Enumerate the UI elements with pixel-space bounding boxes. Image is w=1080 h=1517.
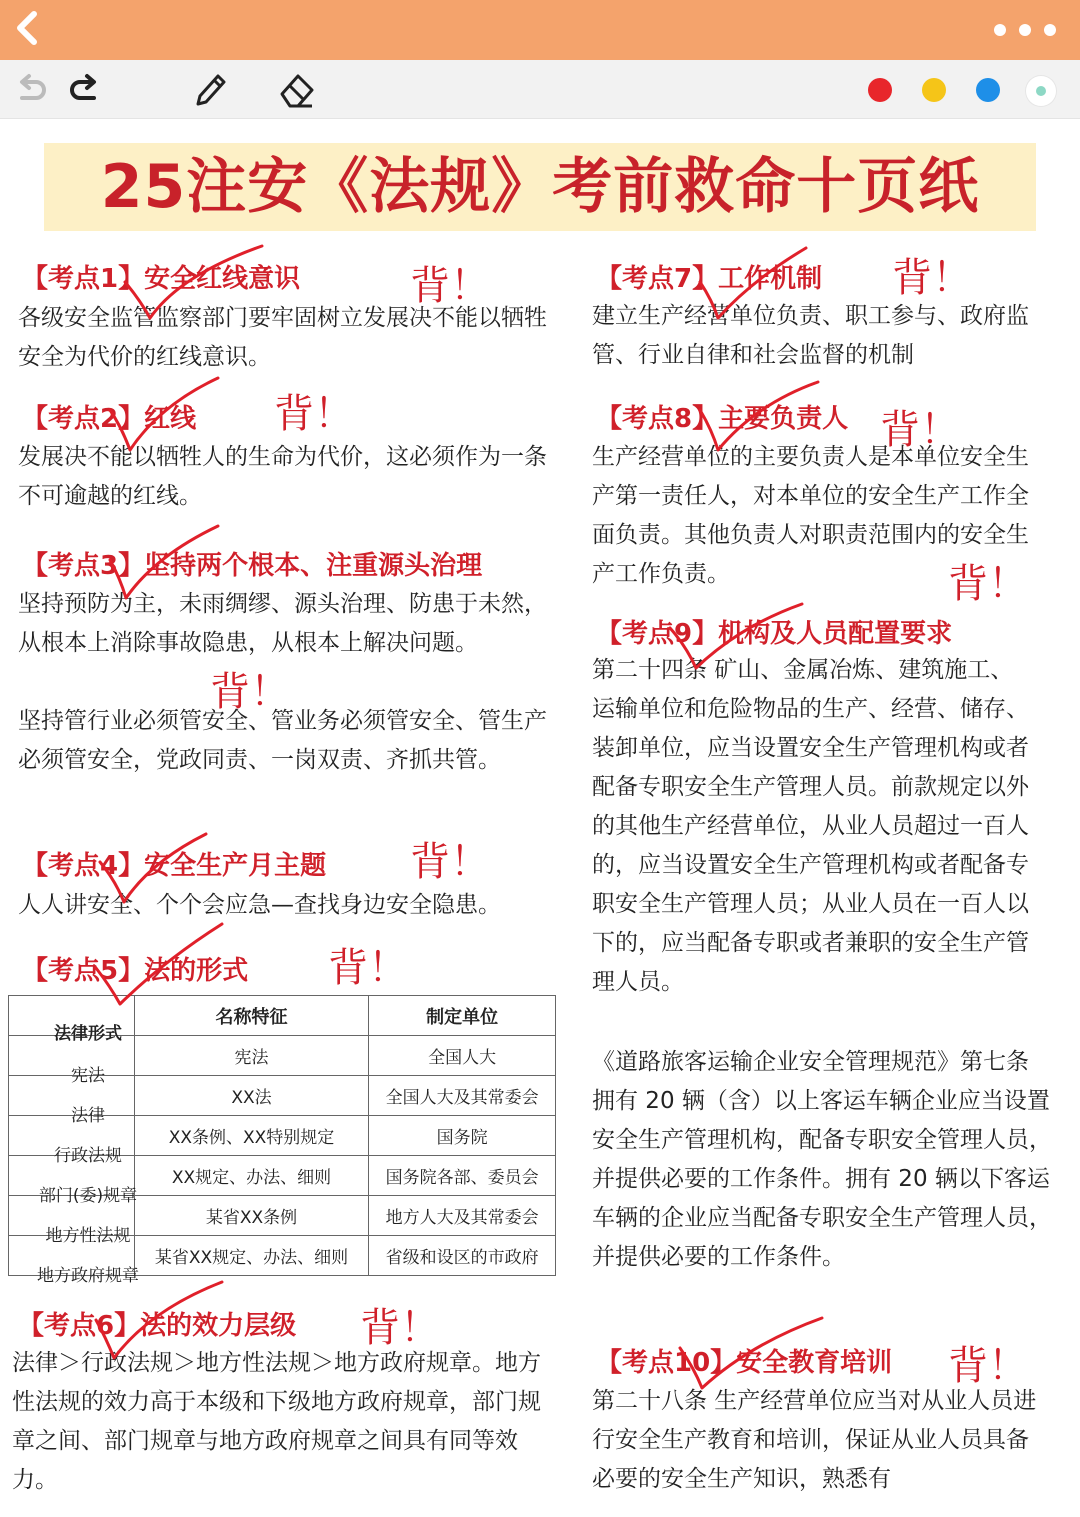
- drawing-toolbar: [0, 60, 1080, 119]
- point-7-body: 建立生产经营单位负责、职工参与、政府监管、行业自律和社会监督的机制: [592, 303, 1029, 368]
- memorize-mark: 背！: [948, 561, 1028, 607]
- point-5-heading: 【考点5】法的形式: [22, 956, 249, 986]
- point-6-heading: 【考点6】法的效力层级: [18, 1311, 297, 1341]
- table-cell: XX条例、XX特别规定: [134, 1116, 369, 1156]
- point-10-body: 第二十八条 生产经营单位应当对从业人员进行安全生产教育和培训，保证从业人员具备必要的安全生产知识，熟悉有: [592, 1388, 1037, 1492]
- memorize-mark: 背！: [410, 839, 490, 885]
- table-form-label: 地方性法规: [45, 1226, 131, 1246]
- memorize-mark: 背！: [892, 255, 972, 301]
- table-cell: XX法: [134, 1076, 369, 1116]
- point-4-heading: 【考点4】安全生产月主题: [22, 851, 327, 881]
- point-1-body: 各级安全监管监察部门要牢固树立发展决不能以牺牲安全为代价的红线意识。: [18, 305, 547, 370]
- redo-icon[interactable]: [66, 70, 106, 110]
- more-icon[interactable]: [990, 20, 1060, 40]
- point-10-heading: 【考点10】安全教育培训: [596, 1348, 893, 1378]
- table-cell: 全国人大: [369, 1036, 556, 1076]
- memorize-mark: 背！: [410, 263, 490, 309]
- point-8-heading: 【考点8】主要负责人: [596, 404, 849, 434]
- red-color-swatch[interactable]: [868, 78, 892, 102]
- table-form-label: 地方政府规章: [37, 1266, 139, 1286]
- point-3-body-2: 坚持管行业必须管安全、管业务必须管安全、管生产必须管安全，党政同责、一岗双责、齐抓共管。: [18, 708, 547, 773]
- table-form-label: 行政法规: [54, 1146, 122, 1166]
- table-header-cell: 名称特征: [134, 996, 369, 1036]
- point-3-body-1: 坚持预防为主，未雨绸缪、源头治理、防患于未然，从根本上消除事故隐患，从根本上解决问题。: [18, 591, 547, 656]
- point-8-body: 生产经营单位的主要负责人是本单位安全生产第一责任人，对本单位的安全生产工作全面负责。其他负责人对职责范围内的安全生产工作负责。: [592, 444, 1029, 587]
- top-bar: [0, 0, 1080, 60]
- undo-icon[interactable]: [10, 70, 50, 110]
- table-cell: 某省XX条例: [134, 1196, 369, 1236]
- table-cell: 省级和设区的市政府: [369, 1236, 556, 1276]
- table-cell: 宪法: [134, 1036, 369, 1076]
- memorize-mark: 背！: [328, 945, 408, 991]
- mint-color-swatch[interactable]: [1026, 76, 1056, 106]
- back-icon[interactable]: [8, 8, 48, 48]
- point-4-body: 人人讲安全、个个会应急—查找身边安全隐患。: [18, 892, 501, 918]
- table-cell: 地方人大及其常委会: [369, 1196, 556, 1236]
- memorize-mark: 背！: [948, 1343, 1028, 1389]
- point-3-heading: 【考点3】坚持两个根本、注重源头治理: [22, 551, 483, 581]
- point-6-body: 法律＞行政法规＞地方性法规＞地方政府规章。地方性法规的效力高于本级和下级地方政府规章，部门规章之间、部门规章与地方政府规章之间具有同等效力。: [12, 1350, 541, 1493]
- point-1-heading: 【考点1】安全红线意识: [22, 264, 301, 294]
- table-corner-label: 法律形式: [54, 1024, 122, 1044]
- page-title: 25注安《法规》考前救命十页纸: [100, 152, 980, 222]
- point-9-heading: 【考点9】机构及人员配置要求: [596, 619, 953, 649]
- memorize-mark: 背！: [274, 391, 354, 437]
- yellow-color-swatch[interactable]: [922, 78, 946, 102]
- point-2-body: 发展决不能以牺牲人的生命为代价，这必须作为一条不可逾越的红线。: [18, 444, 547, 509]
- table-form-label: 宪法: [71, 1066, 105, 1086]
- memorize-mark: 背！: [210, 669, 290, 715]
- table-form-label: 法律: [71, 1106, 105, 1126]
- table-cell: 国务院: [369, 1116, 556, 1156]
- table-form-label: 部门(委)规章: [38, 1186, 138, 1206]
- point-2-heading: 【考点2】红线: [22, 404, 197, 434]
- table-cell: XX规定、办法、细则: [134, 1156, 369, 1196]
- point-9-body-2: 《道路旅客运输企业安全管理规范》第七条 拥有 20 辆（含）以上客运车辆企业应当设置安全生产管理机构，配备专职安全管理人员，并提供必要的工作条件。拥有 20 辆以下客运车辆的企业应当配备专职安全生产管理人员，并提供必要的工作条件。: [592, 1049, 1052, 1270]
- point-9-body-1: 第二十四条 矿山、金属冶炼、建筑施工、运输单位和危险物品的生产、经营、储存、装卸单位，应当设置安全生产管理机构或者配备专职安全生产管理人员。前款规定以外的其他生产经营单位，从业人员超过一百人的，应当设置安全生产管理机构或者配备专职安全生产管理人员；从业人员在一百人以下的，应当配备专职或者兼职的安全生产管理人员。: [592, 657, 1029, 995]
- pencil-icon[interactable]: [190, 70, 230, 110]
- table-header-cell: 制定单位: [369, 996, 556, 1036]
- blue-color-swatch[interactable]: [976, 78, 1000, 102]
- eraser-icon[interactable]: [276, 70, 316, 110]
- table-cell: 全国人大及其常委会: [369, 1076, 556, 1116]
- point-7-heading: 【考点7】工作机制: [596, 264, 823, 294]
- table-cell: 某省XX规定、办法、细则: [134, 1236, 369, 1276]
- memorize-mark: 背！: [360, 1305, 440, 1351]
- table-cell: 国务院各部、委员会: [369, 1156, 556, 1196]
- title-banner: [44, 143, 1036, 231]
- memorize-mark: 背！: [880, 407, 960, 453]
